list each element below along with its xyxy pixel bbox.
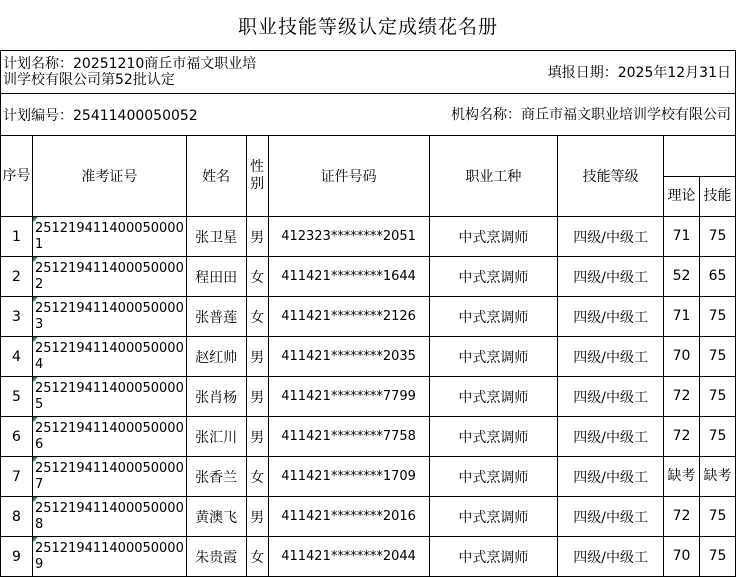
table-row [1, 457, 736, 497]
row-level[interactable]: 四级/中级工 [558, 337, 664, 377]
row-name[interactable]: 程田田 [186, 257, 246, 297]
row-theory[interactable]: 71 [664, 297, 700, 337]
org-name: 机构名称：商丘市福文职业培训学校有限公司 [268, 94, 735, 136]
row-level[interactable]: 四级/中级工 [558, 377, 664, 417]
table-row [1, 257, 736, 297]
row-gender[interactable]: 男 [246, 377, 268, 417]
row-theory[interactable]: 70 [664, 537, 700, 577]
row-occupation[interactable]: 中式烹调师 [429, 257, 558, 297]
row-id-no[interactable]: 412323********2051 [268, 217, 429, 257]
row-id-no[interactable]: 411421********2016 [268, 497, 429, 537]
row-gender[interactable]: 女 [246, 297, 268, 337]
row-skill[interactable]: 65 [699, 257, 735, 297]
header-name: 姓名 [186, 136, 246, 217]
table-row [1, 417, 736, 457]
row-seq[interactable]: 3 [1, 297, 33, 337]
row-name[interactable]: 张普莲 [186, 297, 246, 337]
row-name[interactable]: 朱贵霞 [186, 537, 246, 577]
plan-name: 计划名称：20251210商丘市福文职业培训学校有限公司第52批认定 [1, 51, 269, 94]
row-theory[interactable]: 72 [664, 497, 700, 537]
header-theory: 理论 [664, 177, 700, 217]
row-seq[interactable]: 8 [1, 497, 33, 537]
row-level[interactable]: 四级/中级工 [558, 497, 664, 537]
row-skill[interactable]: 75 [699, 497, 735, 537]
row-skill[interactable]: 75 [699, 377, 735, 417]
row-seq[interactable]: 1 [1, 217, 33, 257]
table-row [1, 337, 736, 377]
row-skill[interactable]: 75 [699, 417, 735, 457]
header-occupation: 职业工种 [429, 136, 558, 217]
row-level[interactable]: 四级/中级工 [558, 537, 664, 577]
row-theory[interactable]: 71 [664, 217, 700, 257]
row-exam-no[interactable]: 2512194114000500005 [32, 377, 186, 417]
row-gender[interactable]: 男 [246, 337, 268, 377]
row-seq[interactable]: 9 [1, 537, 33, 577]
row-name[interactable]: 黄澳飞 [186, 497, 246, 537]
row-theory[interactable]: 70 [664, 337, 700, 377]
row-occupation[interactable]: 中式烹调师 [429, 337, 558, 377]
row-skill[interactable]: 75 [699, 537, 735, 577]
row-id-no[interactable]: 411421********2035 [268, 337, 429, 377]
row-occupation[interactable]: 中式烹调师 [429, 537, 558, 577]
row-level[interactable]: 四级/中级工 [558, 457, 664, 497]
table-row [1, 297, 736, 337]
row-exam-no[interactable]: 2512194114000500009 [32, 537, 186, 577]
row-occupation[interactable]: 中式烹调师 [429, 217, 558, 257]
row-id-no[interactable]: 411421********7799 [268, 377, 429, 417]
row-skill[interactable]: 75 [699, 297, 735, 337]
row-skill[interactable]: 75 [699, 337, 735, 377]
page-title: 职业技能等级认定成绩花名册 [237, 15, 498, 38]
row-id-no[interactable]: 411421********2126 [268, 297, 429, 337]
row-level[interactable]: 四级/中级工 [558, 417, 664, 457]
row-exam-no[interactable]: 2512194114000500002 [32, 257, 186, 297]
row-theory[interactable]: 72 [664, 377, 700, 417]
row-id-no[interactable]: 411421********1644 [268, 257, 429, 297]
table-row [1, 537, 736, 577]
row-gender[interactable]: 男 [246, 497, 268, 537]
row-seq[interactable]: 7 [1, 457, 33, 497]
row-occupation[interactable]: 中式烹调师 [429, 417, 558, 457]
row-id-no[interactable]: 411421********7758 [268, 417, 429, 457]
header-score-group [664, 136, 736, 177]
row-skill[interactable]: 缺考 [699, 457, 735, 497]
row-level[interactable]: 四级/中级工 [558, 217, 664, 257]
row-gender[interactable]: 女 [246, 537, 268, 577]
header-skill: 技能 [699, 177, 735, 217]
row-exam-no[interactable]: 2512194114000500003 [32, 297, 186, 337]
fill-date: 填报日期：2025年12月31日 [268, 51, 735, 94]
header-exam-no: 准考证号 [32, 136, 186, 217]
header-gender: 性别 [246, 136, 268, 217]
score-roster-table [0, 50, 736, 577]
row-seq[interactable]: 6 [1, 417, 33, 457]
row-id-no[interactable]: 411421********1709 [268, 457, 429, 497]
row-occupation[interactable]: 中式烹调师 [429, 377, 558, 417]
row-exam-no[interactable]: 2512194114000500007 [32, 457, 186, 497]
row-level[interactable]: 四级/中级工 [558, 297, 664, 337]
row-name[interactable]: 赵红帅 [186, 337, 246, 377]
row-seq[interactable]: 5 [1, 377, 33, 417]
row-gender[interactable]: 男 [246, 417, 268, 457]
plan-number: 计划编号：25411400050052 [1, 94, 269, 136]
row-name[interactable]: 张汇川 [186, 417, 246, 457]
row-name[interactable]: 张卫星 [186, 217, 246, 257]
row-occupation[interactable]: 中式烹调师 [429, 497, 558, 537]
row-seq[interactable]: 4 [1, 337, 33, 377]
row-theory[interactable]: 72 [664, 417, 700, 457]
row-exam-no[interactable]: 2512194114000500004 [32, 337, 186, 377]
row-exam-no[interactable]: 2512194114000500001 [32, 217, 186, 257]
row-exam-no[interactable]: 2512194114000500008 [32, 497, 186, 537]
row-occupation[interactable]: 中式烹调师 [429, 457, 558, 497]
row-skill[interactable]: 75 [699, 217, 735, 257]
row-gender[interactable]: 男 [246, 217, 268, 257]
row-id-no[interactable]: 411421********2044 [268, 537, 429, 577]
header-level: 技能等级 [558, 136, 664, 217]
row-gender[interactable]: 女 [246, 257, 268, 297]
row-name[interactable]: 张香兰 [186, 457, 246, 497]
table-row [1, 217, 736, 257]
row-level[interactable]: 四级/中级工 [558, 257, 664, 297]
row-theory[interactable]: 52 [664, 257, 700, 297]
table-row [1, 377, 736, 417]
header-id-no: 证件号码 [268, 136, 429, 217]
row-name[interactable]: 张肖杨 [186, 377, 246, 417]
row-occupation[interactable]: 中式烹调师 [429, 297, 558, 337]
table-row [1, 497, 736, 537]
row-exam-no[interactable]: 2512194114000500006 [32, 417, 186, 457]
header-seq: 序号 [1, 136, 33, 217]
row-seq[interactable]: 2 [1, 257, 33, 297]
row-theory[interactable]: 缺考 [664, 457, 700, 497]
row-gender[interactable]: 女 [246, 457, 268, 497]
